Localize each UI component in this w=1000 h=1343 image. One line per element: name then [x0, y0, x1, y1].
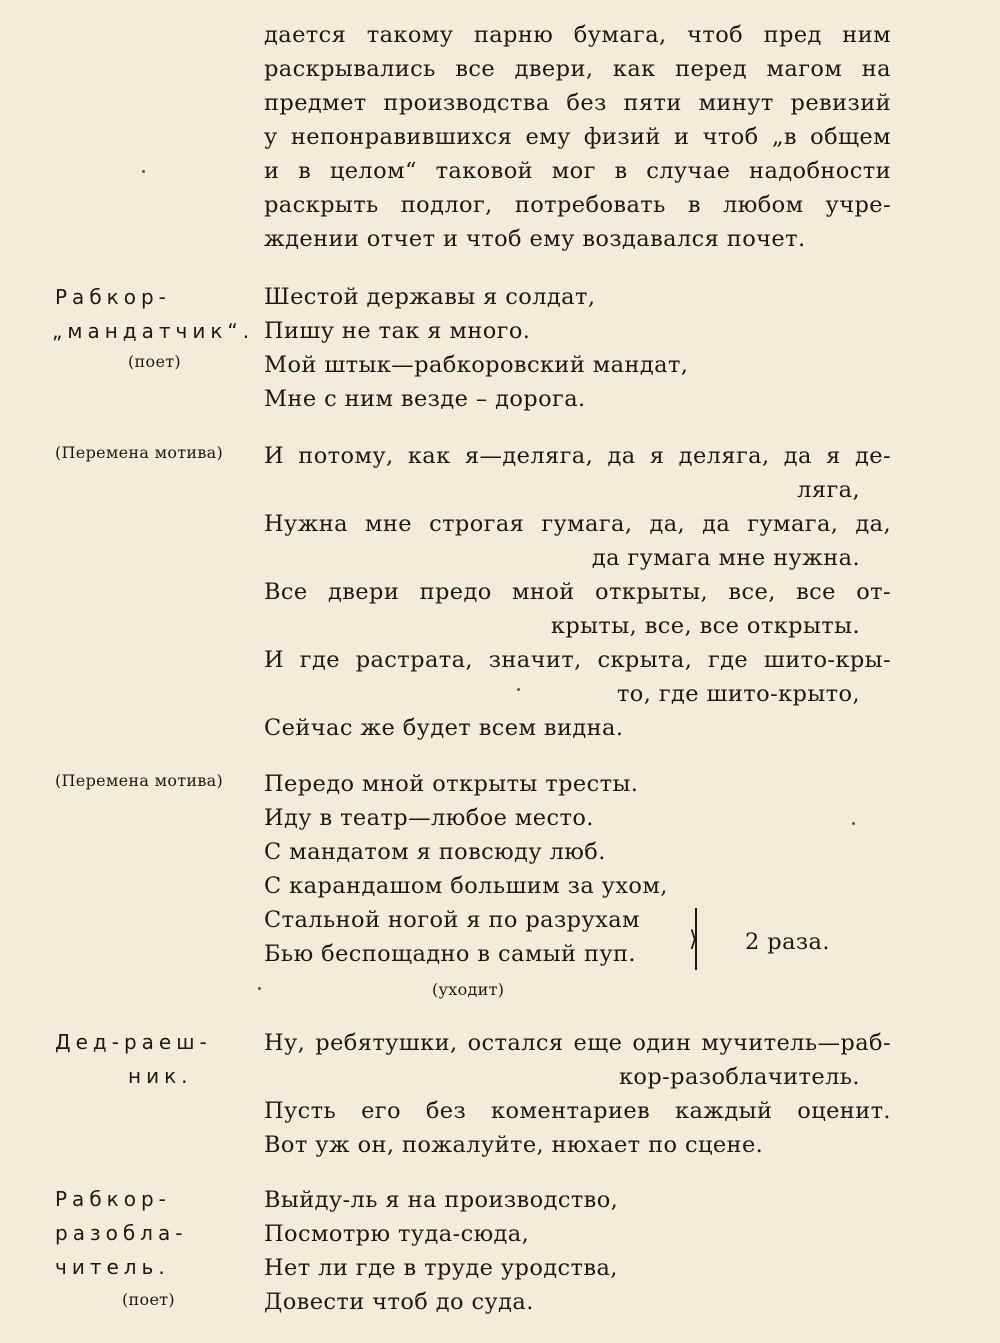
- verse-line-continuation: ляга,: [797, 477, 860, 503]
- intro-line: и в целом“ таковой мог в случае надобности: [264, 158, 891, 184]
- verse-line: Мне с ним везде – дорога.: [264, 386, 586, 412]
- verse-line: Довести чтоб до суда.: [264, 1289, 534, 1315]
- verse-line: Пусть его без коментариев каждый оценит.: [264, 1098, 891, 1124]
- verse-line-continuation: кор-разоблачитель.: [618, 1064, 860, 1090]
- verse-line: И где растрата, значит, скрыта, где шито-кры-: [264, 647, 891, 673]
- speaker-name: ник.: [128, 1064, 193, 1088]
- verse-line-continuation: да гумага мне нужна.: [591, 545, 860, 571]
- verse-line: Посмотрю туда-сюда,: [264, 1221, 530, 1247]
- verse-line: Все двери предо мной открыты, все, все от-: [264, 579, 891, 605]
- verse-line: Передо мной открыты тресты.: [264, 771, 639, 797]
- verse-line: Нужна мне строгая гумага, да, да гумага, да,: [264, 511, 891, 537]
- verse-line-continuation: крыты, все, все открыты.: [550, 613, 860, 639]
- verse-line: Бью беспощадно в самый пуп.: [264, 941, 636, 967]
- verse-line: Сейчас же будет всем видна.: [264, 715, 624, 741]
- verse-line: Иду в театр—любое место.: [264, 805, 594, 831]
- verse-line: И потому, как я—деляга, да я деляга, да я де-: [264, 443, 891, 469]
- intro-line: раскрывались все двери, как перед магом на: [264, 56, 891, 82]
- verse-line: Нет ли где в труде уродства,: [264, 1255, 618, 1281]
- paper-speck: [852, 822, 855, 825]
- verse-line: Мой штык—рабкоровский мандат,: [264, 352, 689, 378]
- speaker-name: Рабкор-: [55, 1187, 171, 1211]
- stage-direction: (поет): [128, 352, 181, 371]
- stage-direction: (поет): [122, 1290, 175, 1309]
- verse-line-continuation: то, где шито-крыто,: [616, 681, 860, 707]
- intro-line: предмет производства без пяти минут ревизий: [264, 90, 891, 116]
- speaker-name: Рабкор-: [55, 285, 171, 309]
- stage-direction: (Перемена мотива): [55, 443, 224, 462]
- paper-speck: [517, 688, 520, 691]
- speaker-name: разобла-: [55, 1221, 188, 1245]
- paper-speck: [258, 987, 261, 990]
- repeat-note: 2 раза.: [745, 929, 830, 955]
- verse-line: Ну, ребятушки, остался еще один мучитель—раб-: [264, 1030, 891, 1056]
- intro-line: ждении отчет и чтоб ему воздавался почет.: [264, 226, 806, 252]
- intro-line: раскрыть подлог, потребовать в любом учре-: [264, 192, 891, 218]
- verse-line: С карандашом большим за ухом,: [264, 873, 668, 899]
- paper-speck: [142, 170, 145, 173]
- speaker-name: читель.: [55, 1255, 170, 1279]
- verse-line: Шестой державы я солдат,: [264, 284, 596, 310]
- verse-line: Стальной ногой я по разрухам: [264, 907, 640, 933]
- verse-line: Вот уж он, пожалуйте, нюхает по сцене.: [264, 1132, 764, 1158]
- intro-line: у непонравившихся ему физий и чтоб „в общем: [264, 124, 891, 150]
- repeat-brace-tip: ⟩: [689, 927, 698, 952]
- verse-line: Выйду-ль я на производство,: [264, 1187, 619, 1213]
- speaker-name: Дед-раеш-: [55, 1030, 212, 1054]
- stage-direction: (уходит): [432, 980, 505, 999]
- stage-direction: (Перемена мотива): [55, 771, 224, 790]
- verse-line: Пишу не так я много.: [264, 318, 531, 344]
- verse-line: С мандатом я повсюду люб.: [264, 839, 606, 865]
- speaker-name: „мандатчик“.: [52, 319, 255, 343]
- intro-line: дается такому парню бумага, чтоб пред ним: [264, 22, 891, 48]
